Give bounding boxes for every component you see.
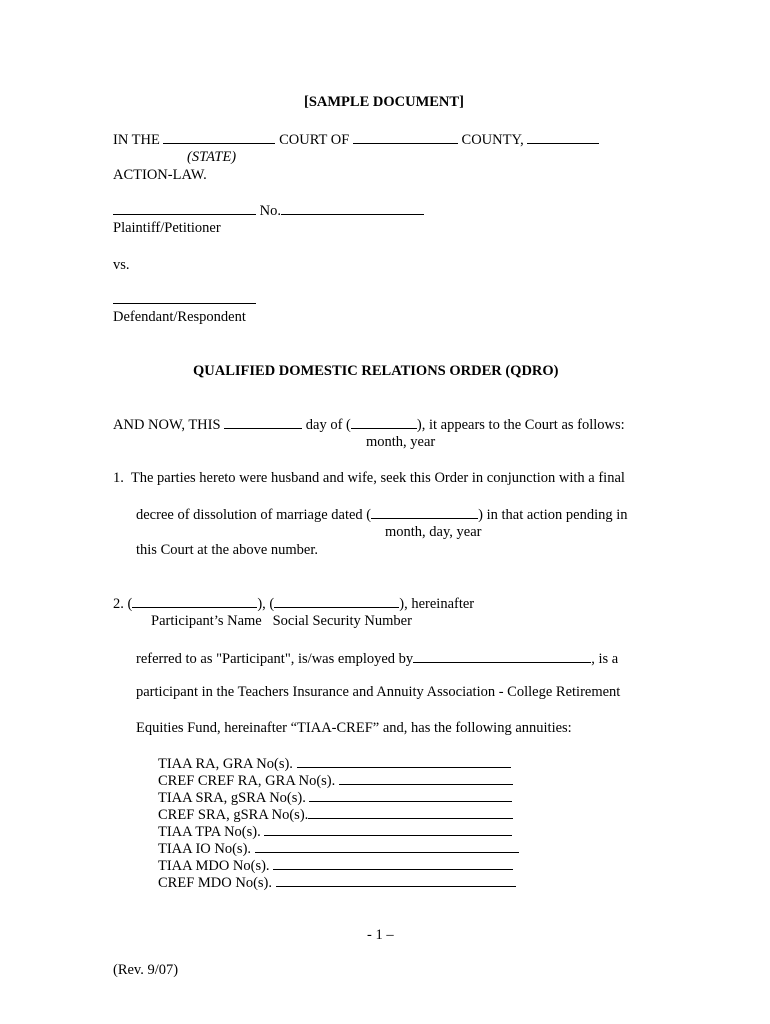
annuity-label: TIAA RA, GRA No(s).	[158, 756, 293, 772]
is-a-text: , is a	[591, 651, 619, 667]
intro-line	[113, 416, 625, 434]
decree-date-blank[interactable]	[371, 506, 478, 519]
annuity-label: CREF MDO No(s).	[158, 875, 272, 891]
month-year-hint: month, year	[366, 434, 436, 450]
annuity-row	[158, 823, 512, 841]
annuity-number-blank[interactable]	[308, 806, 513, 819]
document-title: [SAMPLE DOCUMENT]	[304, 94, 464, 110]
vs-label: vs.	[113, 257, 130, 273]
defendant-blank[interactable]	[113, 291, 256, 304]
annuity-number-blank[interactable]	[255, 840, 519, 853]
annuity-number-blank[interactable]	[297, 755, 511, 768]
in-the-text: IN THE	[113, 132, 160, 148]
employer-line	[136, 650, 618, 668]
annuity-row	[158, 874, 516, 892]
ssn-blank[interactable]	[274, 595, 399, 608]
pending-text: ) in that action pending in	[478, 507, 628, 523]
hereinafter-text: ), hereinafter	[399, 596, 475, 612]
annuity-row	[158, 857, 513, 875]
annuity-row	[158, 789, 512, 807]
annuity-number-blank[interactable]	[264, 823, 512, 836]
para1-line2	[136, 506, 628, 524]
page-number: - 1 –	[367, 927, 394, 943]
annuity-number-blank[interactable]	[339, 772, 513, 785]
decree-text: decree of dissolution of marriage dated (	[136, 507, 372, 523]
defendant-line	[113, 291, 256, 309]
county-blank[interactable]	[353, 131, 458, 144]
annuity-row	[158, 840, 519, 858]
court-blank[interactable]	[163, 131, 275, 144]
plaintiff-blank[interactable]	[113, 202, 256, 215]
and-now-text: AND NOW, THIS	[113, 417, 221, 433]
participant-labels: Participant’s Name Social Security Number	[151, 613, 412, 629]
order-title: QUALIFIED DOMESTIC RELATIONS ORDER (QDRO)	[193, 363, 559, 379]
court-of-text: COURT OF	[279, 132, 350, 148]
county-text: COUNTY,	[461, 132, 524, 148]
para2-separator: ), (	[257, 596, 275, 612]
day-blank[interactable]	[224, 416, 302, 429]
equities-line: Equities Fund, hereinafter “TIAA-CREF” and, has the following annuities:	[136, 720, 572, 736]
day-of-text: day of (	[305, 417, 351, 433]
annuity-number-blank[interactable]	[309, 789, 512, 802]
annuity-number-blank[interactable]	[273, 857, 513, 870]
revision-label: (Rev. 9/07)	[113, 962, 179, 978]
annuity-row	[158, 806, 513, 824]
case-number-line	[113, 202, 424, 220]
no-label: No.	[259, 203, 281, 219]
date-hint: month, day, year	[385, 524, 482, 540]
annuity-label: TIAA IO No(s).	[158, 841, 252, 857]
annuity-label: CREF SRA, gSRA No(s).	[158, 807, 309, 823]
annuity-row	[158, 772, 513, 790]
appears-text: ), it appears to the Court as follows:	[416, 417, 625, 433]
court-caption-line	[113, 131, 599, 149]
state-blank[interactable]	[527, 131, 599, 144]
state-label: (STATE)	[187, 149, 237, 165]
month-year-blank[interactable]	[351, 416, 417, 429]
annuity-row	[158, 755, 511, 773]
employer-blank[interactable]	[413, 650, 591, 663]
para2-line1	[113, 595, 474, 613]
annuity-label: TIAA SRA, gSRA No(s).	[158, 790, 306, 806]
defendant-label: Defendant/Respondent	[113, 309, 246, 325]
annuity-label: TIAA TPA No(s).	[158, 824, 261, 840]
case-number-blank[interactable]	[281, 202, 424, 215]
plaintiff-label: Plaintiff/Petitioner	[113, 220, 221, 236]
participant-line: participant in the Teachers Insurance and Annuity Association - College Retirement	[136, 684, 621, 700]
annuity-number-blank[interactable]	[276, 874, 516, 887]
para1-line3: this Court at the above number.	[136, 542, 319, 558]
participant-name-blank[interactable]	[132, 595, 257, 608]
annuity-label: CREF CREF RA, GRA No(s).	[158, 773, 336, 789]
para1-line1: 1. The parties hereto were husband and wife, seek this Order in conjunction with a final	[113, 470, 625, 486]
referred-text: referred to as "Participant", is/was employed by	[136, 651, 414, 667]
para2-number: 2. (	[113, 596, 133, 612]
annuity-label: TIAA MDO No(s).	[158, 858, 270, 874]
action-law: ACTION-LAW.	[113, 167, 207, 183]
